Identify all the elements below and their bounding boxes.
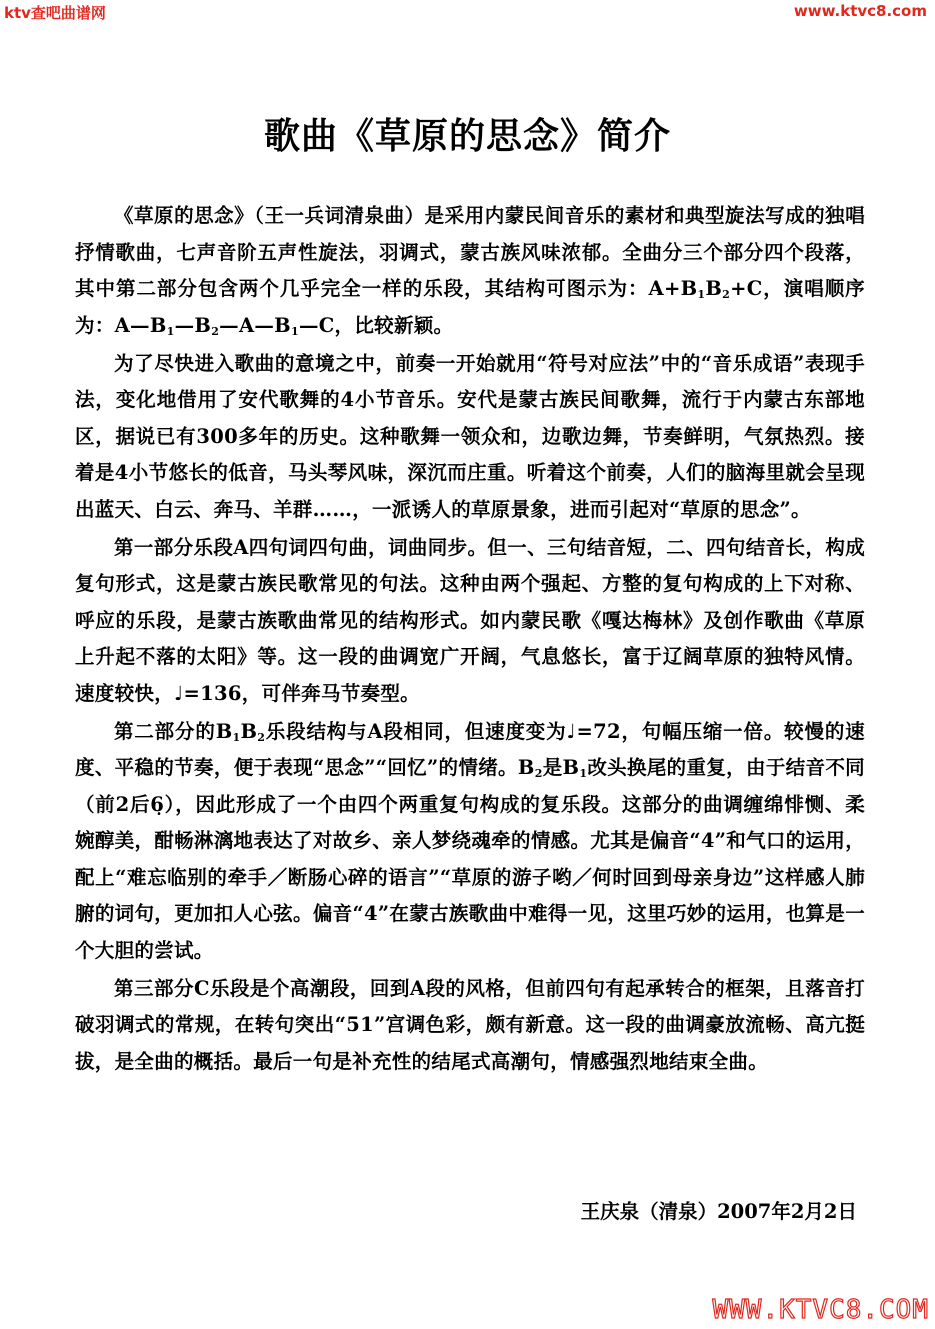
paragraph-2: 为了尽快进入歌曲的意境之中，前奏一开始就用“符号对应法”中的“音乐成语”表现手法，变化地借用了安代歌舞的4小节音乐。安代是蒙古族民间歌舞，流行于内蒙古东部地区，据说已有300多年的历史。这种歌舞一领众和，边歌边舞，节奏鲜明，气氛热烈。接着是4小节悠长的低音，马头琴风味，深沉而庄重。听着这个前奏，人们的脑海里就会呈现出蓝天、白云、奔马、羊群……，一派诱人的草原景象，进而引起对“草原的思念”。 (75, 351, 865, 521)
paragraph-5: 第三部分C乐段是个高潮段，回到A段的风格，但前四句有起承转合的框架，且落音打破羽调式的常规，在转句突出“51”宫调色彩，颇有新意。这一段的曲调豪放流畅、高亢挺拔，是全曲的概括。最后一句是补充性的结尾式高潮句，情感强烈地结束全曲。 (75, 976, 865, 1073)
site-name-header: ktv查吧曲谱网 (4, 4, 106, 22)
site-watermark: WWW.KTVC8.COM (712, 1295, 929, 1325)
paragraph-1: 《草原的思念》（王一兵词清泉曲）是采用内蒙民间音乐的素材和典型旋法写成的独唱抒情歌曲，七声音阶五声性旋法，羽调式，蒙古族风味浓郁。全曲分三个部分四个段落，其中第二部分包含两个几乎完全一样的乐段，其结构可图示为：$A+B_1B_2+C$，演唱顺序为：$A—B_1—B_2—A—B_1—C$，比较新颖。 (75, 204, 865, 338)
article-body (75, 198, 865, 1082)
author-signature-date: 王庆泉（清泉）2007年2月2日 (580, 1200, 857, 1223)
site-url-header: www.ktvc8.com (793, 2, 927, 20)
page-title: 歌曲《草原的思念》简介 (263, 115, 671, 157)
paragraph-3: 第一部分乐段A四句词四句曲，词曲同步。但一、三句结音短，二、四句结音长，构成复句形式，这是蒙古族民歌常见的句法。这种由两个强起、方整的复句构成的上下对称、呼应的乐段，是蒙古族歌曲常见的结构形式。如内蒙民歌《嘎达梅林》及创作歌曲《草原上升起不落的太阳》等。这一段的曲调宽广开阔，气息悠长，富于辽阔草原的独特风情。速度较快，♩=136，可伴奔马节奏型。 (75, 535, 865, 705)
paragraph-4: 第二部分的$B_1B_2$乐段结构与A段相同，但速度变为♩=72，句幅压缩一倍。较慢的速度、平稳的节奏，便于表现“思念”“回忆”的情绪。$B_2$是$B_1$改头换尾的重复，由于结音不同（前2后6̣），因此形成了一个由四个两重复句构成的复乐段。这部分的曲调缠绵悱恻、柔婉醇美，酣畅淋漓地表达了对故乡、亲人梦绕魂牵的情感。尤其是偏音“4”和气口的运用，配上“难忘临别的牵手／断肠心碎的语言”“草原的游子哟／何时回到母亲身边”这样感人肺腑的词句，更加扣人心弦。偏音“4”在蒙古族歌曲中难得一见，这里巧妙的运用，也算是一个大胆的尝试。 (75, 719, 865, 962)
